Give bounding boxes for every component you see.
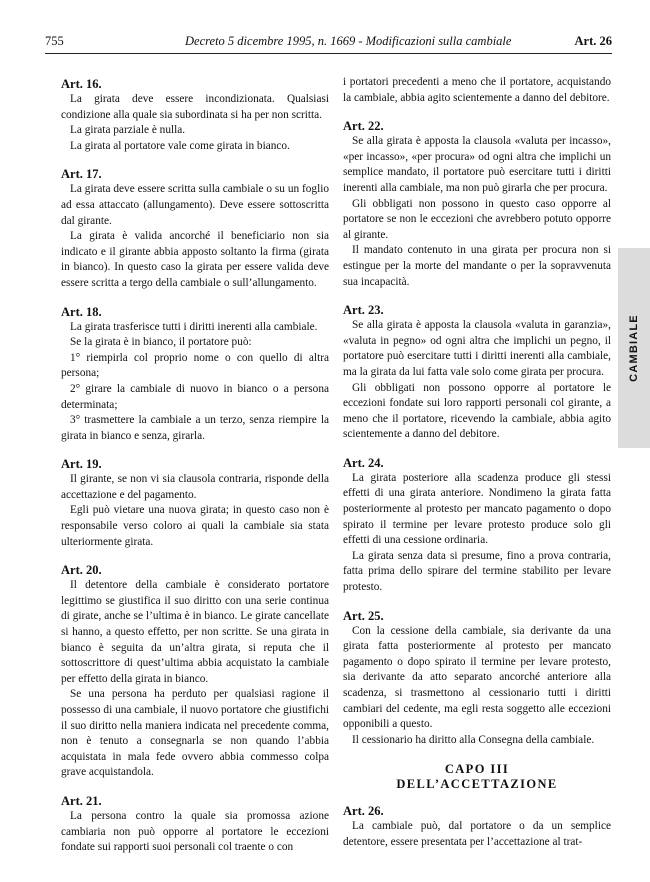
article-heading: Art. 23. xyxy=(343,303,384,318)
paragraph: Gli obbligati non possono opporre al portatore le eccezioni fondate sui loro rapporti personali col girante, a meno che il portatore, ricevendo la cambiale, abbia agito scientemente a danno del debitore. xyxy=(343,381,611,441)
article-18 xyxy=(61,304,329,445)
right-column xyxy=(343,75,611,863)
paragraph: Gli obbligati non possono in questo caso opporre al portatore se non le eccezioni che avrebbero potuto opporre al girante. xyxy=(343,197,611,241)
page-number: 755 xyxy=(45,34,64,48)
chapter-title: DELL’ACCETTAZIONE xyxy=(396,776,558,791)
article-heading: Art. 20. xyxy=(61,563,102,578)
paragraph: i portatori precedenti a meno che il portatore, acquistando la cambiale, abbia agito scientemente a danno del debitore. xyxy=(343,76,611,104)
paragraph: La girata trasferisce tutti i diritti inerenti alla cambiale. xyxy=(70,320,318,333)
paragraph: 3° trasmettere la cambiale a un terzo, senza riempire la girata in bianco e senza, girarla. xyxy=(61,414,329,442)
paragraph: 1° riempirla col proprio nome o con quello di altra persona; xyxy=(61,351,329,380)
paragraph: Il mandato contenuto in una girata per procura non si estingue per la morte del mandante o per la sopravvenuta sua incapacità. xyxy=(343,244,611,288)
paragraph: La persona contro la quale sia promossa azione cambiaria non può opporre al portatore le eccezioni fondate sui rapporti suoi personali col traente o con xyxy=(61,809,329,854)
article-16 xyxy=(61,76,329,154)
paragraph: La girata al portatore vale come girata in bianco. xyxy=(70,139,290,152)
paragraph: 2° girare la cambiale di nuovo in bianco o a persona determinata; xyxy=(61,382,329,411)
paragraph: La girata senza data si presume, fino a prova contraria, fatta prima dello spirare del termine stabilito per levare protesto. xyxy=(343,549,611,594)
paragraph: Il detentore della cambiale è considerato portatore legittimo se giustifica il suo diritto con una serie continua di girate, anche se l’ultima è in bianco. Le girate cancellate si hanno, a questo effetto, per non scritte. Se una girata in bianco è seguita da un’altra girata, si reputa che il sottoscrittore di quest’ultima abbia acquistato la cambiale per effetto della girata in bianco. xyxy=(61,579,329,685)
chapter-heading xyxy=(343,762,611,791)
paragraph: La girata deve essere scritta sulla cambiale o su un foglio ad essa attaccato (allungamento). Deve essere sottoscritta dal girante. xyxy=(61,183,329,227)
running-header xyxy=(45,33,612,54)
article-heading: Art. 16. xyxy=(61,77,102,91)
article-23 xyxy=(343,302,611,443)
chapter-number: CAPO III xyxy=(444,762,510,777)
paragraph: Se alla girata è apposta la clausola «valuta per incasso», «per incasso», «per procura» od ogni altra che implichi un semplice mandato, il portatore può esercitare tutti i diritti inerenti alla cambiale, ma non può girarla che per procura. xyxy=(343,135,611,194)
paragraph: Se una persona ha perduto per qualsiasi ragione il possesso di una cambiale, il nuovo portatore che giustifichi il suo diritto nella maniera indicata nel precedente comma, non è tenuto a consegnarla se non quando l’abbia acquistata in mala fede ovvero abbia commesso colpa grave acquistandola. xyxy=(61,688,329,779)
paragraph: Egli può vietare una nuova girata; in questo caso non è responsabile verso coloro ai quali la cambiale sia stata ulteriormente girata. xyxy=(61,504,329,548)
article-21-continuation xyxy=(343,75,611,106)
section-side-tab xyxy=(618,248,650,448)
article-heading: Art. 19. xyxy=(61,457,102,472)
header-article-ref: Art. 26 xyxy=(574,34,612,48)
left-column xyxy=(61,76,329,868)
paragraph: La girata posteriore alla scadenza produce gli stessi effetti di una girata anteriore. Nondimeno la girata fatta posteriormente al protesto per mancato pagamento o dopo spirato il termine per levare protesto produce solo gli effetti di una cessione ordinaria. xyxy=(343,471,611,547)
paragraph: Il girante, se non vi sia clausola contraria, risponde della accettazione e del pagamento. xyxy=(61,473,329,501)
paragraph: Il cessionario ha diritto alla Consegna della cambiale. xyxy=(352,733,595,746)
article-heading: Art. 21. xyxy=(61,793,102,808)
article-heading: Art. 17. xyxy=(61,167,102,182)
article-heading: Art. 26. xyxy=(343,804,384,819)
article-25 xyxy=(343,608,611,749)
paragraph: Se alla girata è apposta la clausola «valuta in garanzia», «valuta in pegno» od ogni altra che implichi un pegno, il portatore può esercitare tutti i diritti inerenti alla cambiale, ma la girata da lui fatta vale solo come girata per procura. xyxy=(343,319,611,378)
article-22 xyxy=(343,118,611,290)
article-17 xyxy=(61,166,329,291)
article-heading: Art. 25. xyxy=(343,608,384,623)
side-tab-label: CAMBIALE xyxy=(628,314,640,382)
article-heading: Art. 18. xyxy=(61,304,102,319)
paragraph: La cambiale può, dal portatore o da un semplice detentore, essere presentata per l’accettazione al trat- xyxy=(343,820,611,848)
article-20 xyxy=(61,562,329,781)
paragraph: La girata è valida ancorché il beneficiario non sia indicato e il girante abbia apposto soltanto la firma (girata in bianco). In questo caso la girata per essere valida deve essere scritta a tergo della cambiale o sull’allungamento. xyxy=(61,230,329,289)
paragraph: La girata parziale è nulla. xyxy=(70,124,186,137)
article-26 xyxy=(343,803,611,850)
header-title: Decreto 5 dicembre 1995, n. 1669 - Modificazioni sulla cambiale xyxy=(185,34,512,48)
article-heading: Art. 24. xyxy=(343,455,384,470)
article-21 xyxy=(61,793,329,856)
paragraph: La girata deve essere incondizionata. Qualsiasi condizione alla quale sia subordinata si ha per non scritta. xyxy=(61,93,329,121)
article-heading: Art. 22. xyxy=(343,119,384,134)
paragraph: Con la cessione della cambiale, sia derivante da una girata fatta posteriormente al protesto per mancato pagamento o dopo spirato il termine per levare protesto, sia derivante da atto separato ancorché anteriore alla scadenza, si trasmettono al cessionario tutti i diritti cambiari del cedente, ma egli resta soggetto alle eccezioni opponibili a questo. xyxy=(343,624,611,731)
paragraph: Se la girata è in bianco, il portatore può: xyxy=(70,336,252,349)
article-19 xyxy=(61,456,329,550)
article-24 xyxy=(343,455,611,596)
